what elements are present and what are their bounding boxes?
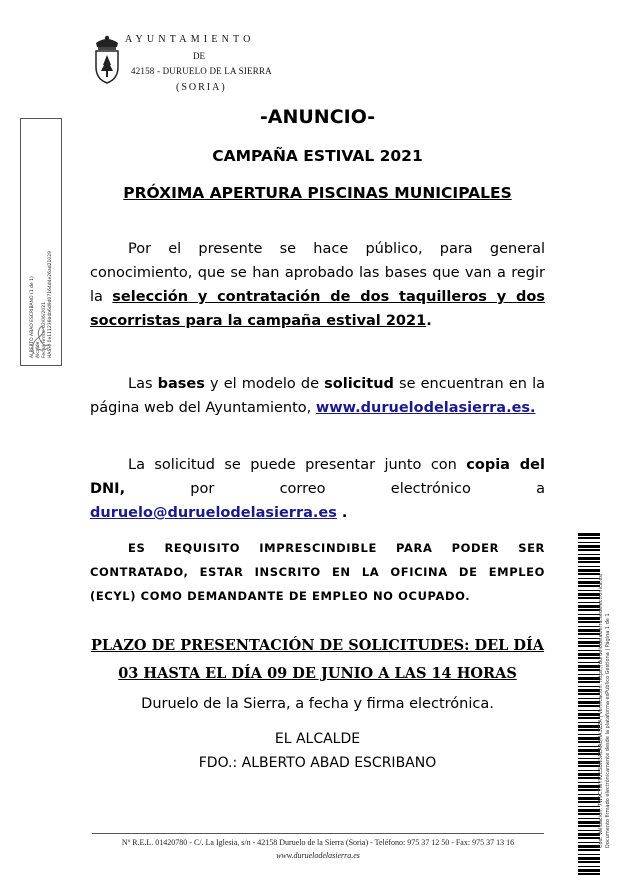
- municipality-address: 42158 - DURUELO DE LA SIERRA: [131, 66, 272, 76]
- barcode-bar: [578, 633, 600, 635]
- barcode-bar: [578, 566, 600, 567]
- barcode-bar: [578, 861, 600, 863]
- barcode-bar: [578, 693, 600, 695]
- barcode-bar: [578, 602, 600, 603]
- signature-line-1: ALBERTO ABAD ESCRIBANO (1 de 1): [30, 276, 35, 358]
- p1-bold-selection: selección y contratación de dos taquilleros y dos socorristas para la campaña estival 2021: [90, 289, 545, 329]
- barcode-bar: [578, 561, 600, 563]
- p2-bold-bases: bases: [157, 376, 205, 392]
- barcode-bar: [578, 569, 600, 572]
- barcode-bar: [578, 758, 600, 759]
- barcode-bar: [578, 789, 600, 791]
- barcode-bar: [578, 641, 600, 644]
- barcode-bar: [578, 605, 600, 608]
- barcode-bar: [578, 866, 600, 867]
- municipality-province: (SORIA): [176, 82, 227, 93]
- barcode-bar: [578, 801, 600, 803]
- mayor-signature-name: FDO.: ALBERTO ABAD ESCRIBANO: [198, 755, 437, 771]
- barcode-bar: [578, 669, 600, 671]
- barcode-bar: [578, 617, 600, 620]
- barcode-bar: [578, 537, 600, 539]
- barcode-bar: [578, 818, 600, 819]
- barcode-bar: [578, 837, 600, 839]
- paragraph-bases: [90, 372, 545, 420]
- barcode-bar: [578, 545, 600, 548]
- barcode-bar: [578, 849, 600, 851]
- barcode-bar: [578, 689, 600, 692]
- barcode-bar: [578, 597, 600, 599]
- barcode-bar: [578, 614, 600, 615]
- p3-bold-dni: copia del DNI,: [90, 457, 545, 497]
- barcode-bar: [578, 734, 600, 735]
- verification-line-1: Cód. Validación: 7W9CTWY92E3DN3AEAAQHA3Z2A | Verificación: https://duruelodelasierra.sedelectronica.es/: [598, 573, 604, 848]
- campaign-title: CAMPAÑA ESTIVAL 2021: [212, 147, 423, 165]
- barcode-bar: [578, 621, 600, 623]
- barcode-bar: [578, 549, 600, 551]
- verification-text: [598, 518, 612, 848]
- p2-text-c: y el modelo de: [204, 376, 325, 392]
- barcode-bar: [578, 857, 600, 860]
- paragraph-submission: [90, 453, 545, 525]
- barcode-bar: [578, 782, 600, 783]
- barcode-bar: [578, 821, 600, 824]
- barcode-bar: [578, 542, 600, 543]
- barcode-bar: [578, 729, 600, 731]
- barcode-bar: [578, 773, 600, 776]
- barcode-bar: [578, 674, 600, 675]
- barcode-bar: [578, 777, 600, 779]
- barcode-bar: [578, 825, 600, 827]
- barcode-bar: [578, 746, 600, 747]
- signature-line-2: Alcalde: [36, 341, 41, 358]
- barcode-bar: [578, 650, 600, 651]
- barcode-bar: [578, 845, 600, 848]
- announcement-heading: -ANUNCIO-: [259, 106, 376, 128]
- barcode-bar: [578, 833, 600, 836]
- barcode-bar: [578, 809, 600, 812]
- barcode-bar: [578, 593, 600, 596]
- barcode-bar: [578, 554, 600, 555]
- barcode-bar: [578, 749, 600, 752]
- barcode-bar: [578, 557, 600, 560]
- barcode-bar: [578, 830, 600, 831]
- barcode-bar: [578, 590, 600, 591]
- footer-contact: Nº R.E.L. 01420780 - C/. La Iglesia, s/n - 42158 Duruelo de la Sierra (Soria) - Teléfono: 975 37 12 50 - Fax: 975 37 13 16: [121, 838, 515, 847]
- barcode-bar: [578, 761, 600, 764]
- barcode-bar: [578, 665, 600, 668]
- barcode-bar: [578, 794, 600, 795]
- place-date: Duruelo de la Sierra, a fecha y firma electrónica.: [141, 696, 494, 712]
- requirement-text: ES REQUISITO IMPRESCINDIBLE PARA PODER SER CONTRATADO, ESTAR INSCRITO EN LA OFICINA DE EMPLEO (ECYL) COMO DEMANDANTE DE EMPLEO NO OCUPADO.: [90, 541, 545, 603]
- barcode-bar: [578, 705, 600, 707]
- p3-text-c: por correo electrónico a: [125, 481, 545, 497]
- barcode-bar: [578, 710, 600, 711]
- p3-text-a: La solicitud se puede presentar junto con: [128, 457, 467, 473]
- barcode-bar: [578, 869, 600, 872]
- barcode-bar: [578, 765, 600, 767]
- p1-text-a: Por el presente se hace público, para general conocimiento, que se han aprobado las bases que van a regir la: [90, 241, 545, 305]
- barcode-bar: [578, 585, 600, 587]
- barcode-bar: [578, 701, 600, 704]
- signature-line-3: Fecha Firma: 02/06/2021: [42, 302, 47, 358]
- barcode-bar: [578, 717, 600, 719]
- barcode-bar: [578, 842, 600, 843]
- p3-text-d: .: [336, 505, 348, 521]
- barcode-bar: [578, 785, 600, 788]
- barcode-bar: [578, 725, 600, 728]
- p2-text-a: Las: [128, 376, 158, 392]
- p2-bold-solicitud: solicitud: [324, 376, 394, 392]
- barcode-bar: [578, 609, 600, 611]
- barcode-bar: [578, 813, 600, 815]
- coat-of-arms-logo: [90, 33, 124, 85]
- barcode-bar: [578, 581, 600, 584]
- barcode-bar: [578, 681, 600, 683]
- signature-line-4: HASH: 0e111236b4b6d9d07164d4e26ad21029: [48, 251, 53, 358]
- barcode-bar: [578, 677, 600, 680]
- barcode-bar: [578, 797, 600, 800]
- barcode-bar: [578, 638, 600, 639]
- barcode-bar: [578, 770, 600, 771]
- footer-divider: [92, 833, 544, 834]
- opening-title: PRÓXIMA APERTURA PISCINAS MUNICIPALES: [123, 184, 512, 202]
- handwritten-signature: [26, 318, 56, 360]
- barcode-bar: [578, 698, 600, 699]
- barcode-bar: [578, 629, 600, 632]
- barcode-bar: [578, 737, 600, 740]
- email-link[interactable]: duruelo@duruelodelasierra.es: [90, 505, 337, 521]
- p1-period: .: [426, 313, 432, 329]
- barcode-bar: [578, 657, 600, 659]
- mayor-title: EL ALCALDE: [274, 731, 361, 747]
- website-link[interactable]: www.duruelodelasierra.es.: [315, 400, 536, 416]
- barcode-bar: [578, 722, 600, 723]
- requirement-notice: [90, 536, 545, 608]
- barcode-bar: [578, 686, 600, 687]
- barcode-bar: [578, 533, 600, 536]
- barcode-bar: [578, 626, 600, 627]
- deadline-notice: PLAZO DE PRESENTACIÓN DE SOLICITUDES: DEL DÍA 03 HASTA EL DÍA 09 DE JUNIO A LAS 14 HORAS: [90, 637, 545, 682]
- paragraph-announcement: [90, 237, 545, 333]
- barcode-bar: [578, 645, 600, 647]
- barcode-bar: [578, 578, 600, 579]
- barcode-bar: [578, 873, 600, 875]
- municipality-title: AYUNTAMIENTO: [125, 34, 255, 45]
- barcode-bar: [578, 653, 600, 656]
- barcode-bar: [578, 573, 600, 575]
- barcode-bar: [578, 713, 600, 716]
- barcode-bar: [578, 753, 600, 755]
- verification-line-2: Documento firmado electrónicamente desde la plataforma esPublico Gestiona | Página 1 de 1: [605, 613, 611, 848]
- municipality-de: DE: [193, 51, 205, 61]
- barcode-bar: [578, 854, 600, 855]
- barcode-bar: [578, 806, 600, 807]
- footer-website[interactable]: www.duruelodelasierra.es: [276, 851, 360, 860]
- barcode-bar: [578, 662, 600, 663]
- barcode-bar: [578, 741, 600, 743]
- p2-text-e: se encuentran en la página web del Ayuntamiento,: [90, 376, 545, 416]
